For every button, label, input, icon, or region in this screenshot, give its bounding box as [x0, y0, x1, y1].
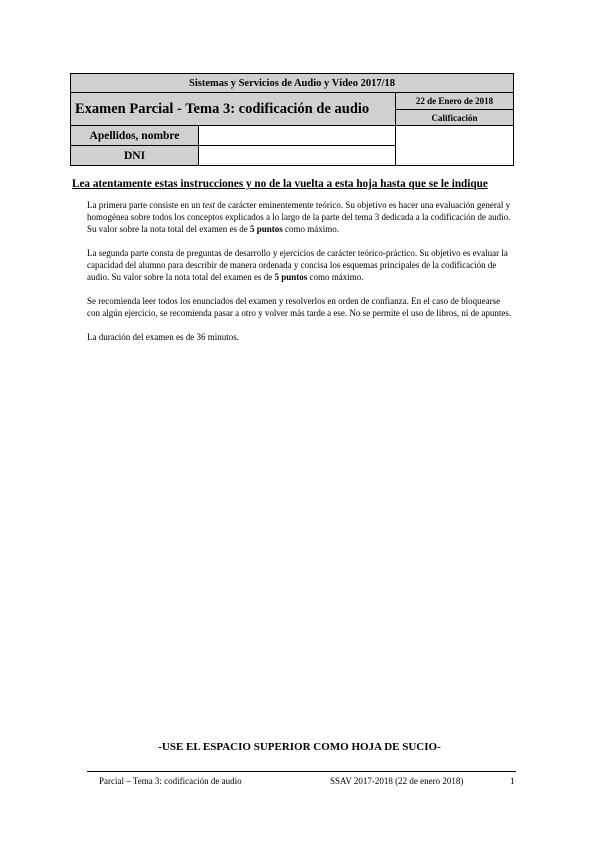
- test-word: test: [202, 200, 215, 210]
- paragraph-duration: La duración del examen es de 36 minutos.: [87, 332, 239, 342]
- paragraph-test-part: [87, 199, 515, 235]
- name-label: Apellidos, nombre: [71, 126, 199, 146]
- dni-field[interactable]: [199, 146, 396, 166]
- instructions-body: [87, 199, 515, 355]
- scratch-note: -USE EL ESPACIO SUPERIOR COMO HOJA DE SUCIO-: [158, 741, 441, 753]
- footer-left: Parcial – Tema 3: codificación de audio: [99, 776, 242, 786]
- grade-label: Calificación: [396, 110, 514, 126]
- paragraph-recommendation: Se recomienda leer todos los enunciados del examen y resolverlos en orden de confianza. En el caso de bloquearse con algún ejercicio, se recomienda pasar a otro y volver más tarde a ese. No se permite el uso de libros, ni de apuntes.: [87, 296, 512, 318]
- instructions-heading: Lea atentamente estas instrucciones y no de la vuelta a esta hoja hasta que se le indique: [72, 178, 488, 190]
- text: como máximo.: [307, 272, 364, 282]
- footer-rule: [87, 771, 516, 772]
- text: como máximo.: [282, 224, 339, 234]
- text: La primera parte consiste en un: [87, 200, 203, 210]
- course-title: Sistemas y Servicios de Audio y Vídeo 2017/18: [71, 74, 514, 93]
- footer-center: SSAV 2017-2018 (22 de enero 2018): [330, 776, 464, 786]
- paragraph-development-part: [87, 247, 515, 283]
- exam-title: Examen Parcial - Tema 3: codificación de audio: [71, 93, 396, 126]
- text: La segunda parte consta de preguntas de desarrollo y ejercicios de carácter teórico-práctico. Su objetivo es evaluar la capacidad del alumno para describir de manera ordenada y concisa los esquemas principales de la codificación de audio. Su valor sobre la nota total del examen es de: [87, 248, 508, 282]
- points-bold: 5 puntos: [249, 224, 283, 234]
- points-bold: 5 puntos: [274, 272, 308, 282]
- text: de carácter eminentemente teórico. Su objetivo es hacer una evaluación general y homogénea sobre todos los conceptos explicados a lo largo de la parte del tema 3 dedicada a la codificación de audio. Su valor sobre la nota total del examen es de: [87, 200, 511, 234]
- page-number: 1: [510, 776, 515, 786]
- dni-label: DNI: [71, 146, 199, 166]
- exam-date: 22 de Enero de 2018: [396, 93, 514, 110]
- grade-field[interactable]: [396, 126, 514, 166]
- exam-header-table: [70, 73, 514, 166]
- name-field[interactable]: [199, 126, 396, 146]
